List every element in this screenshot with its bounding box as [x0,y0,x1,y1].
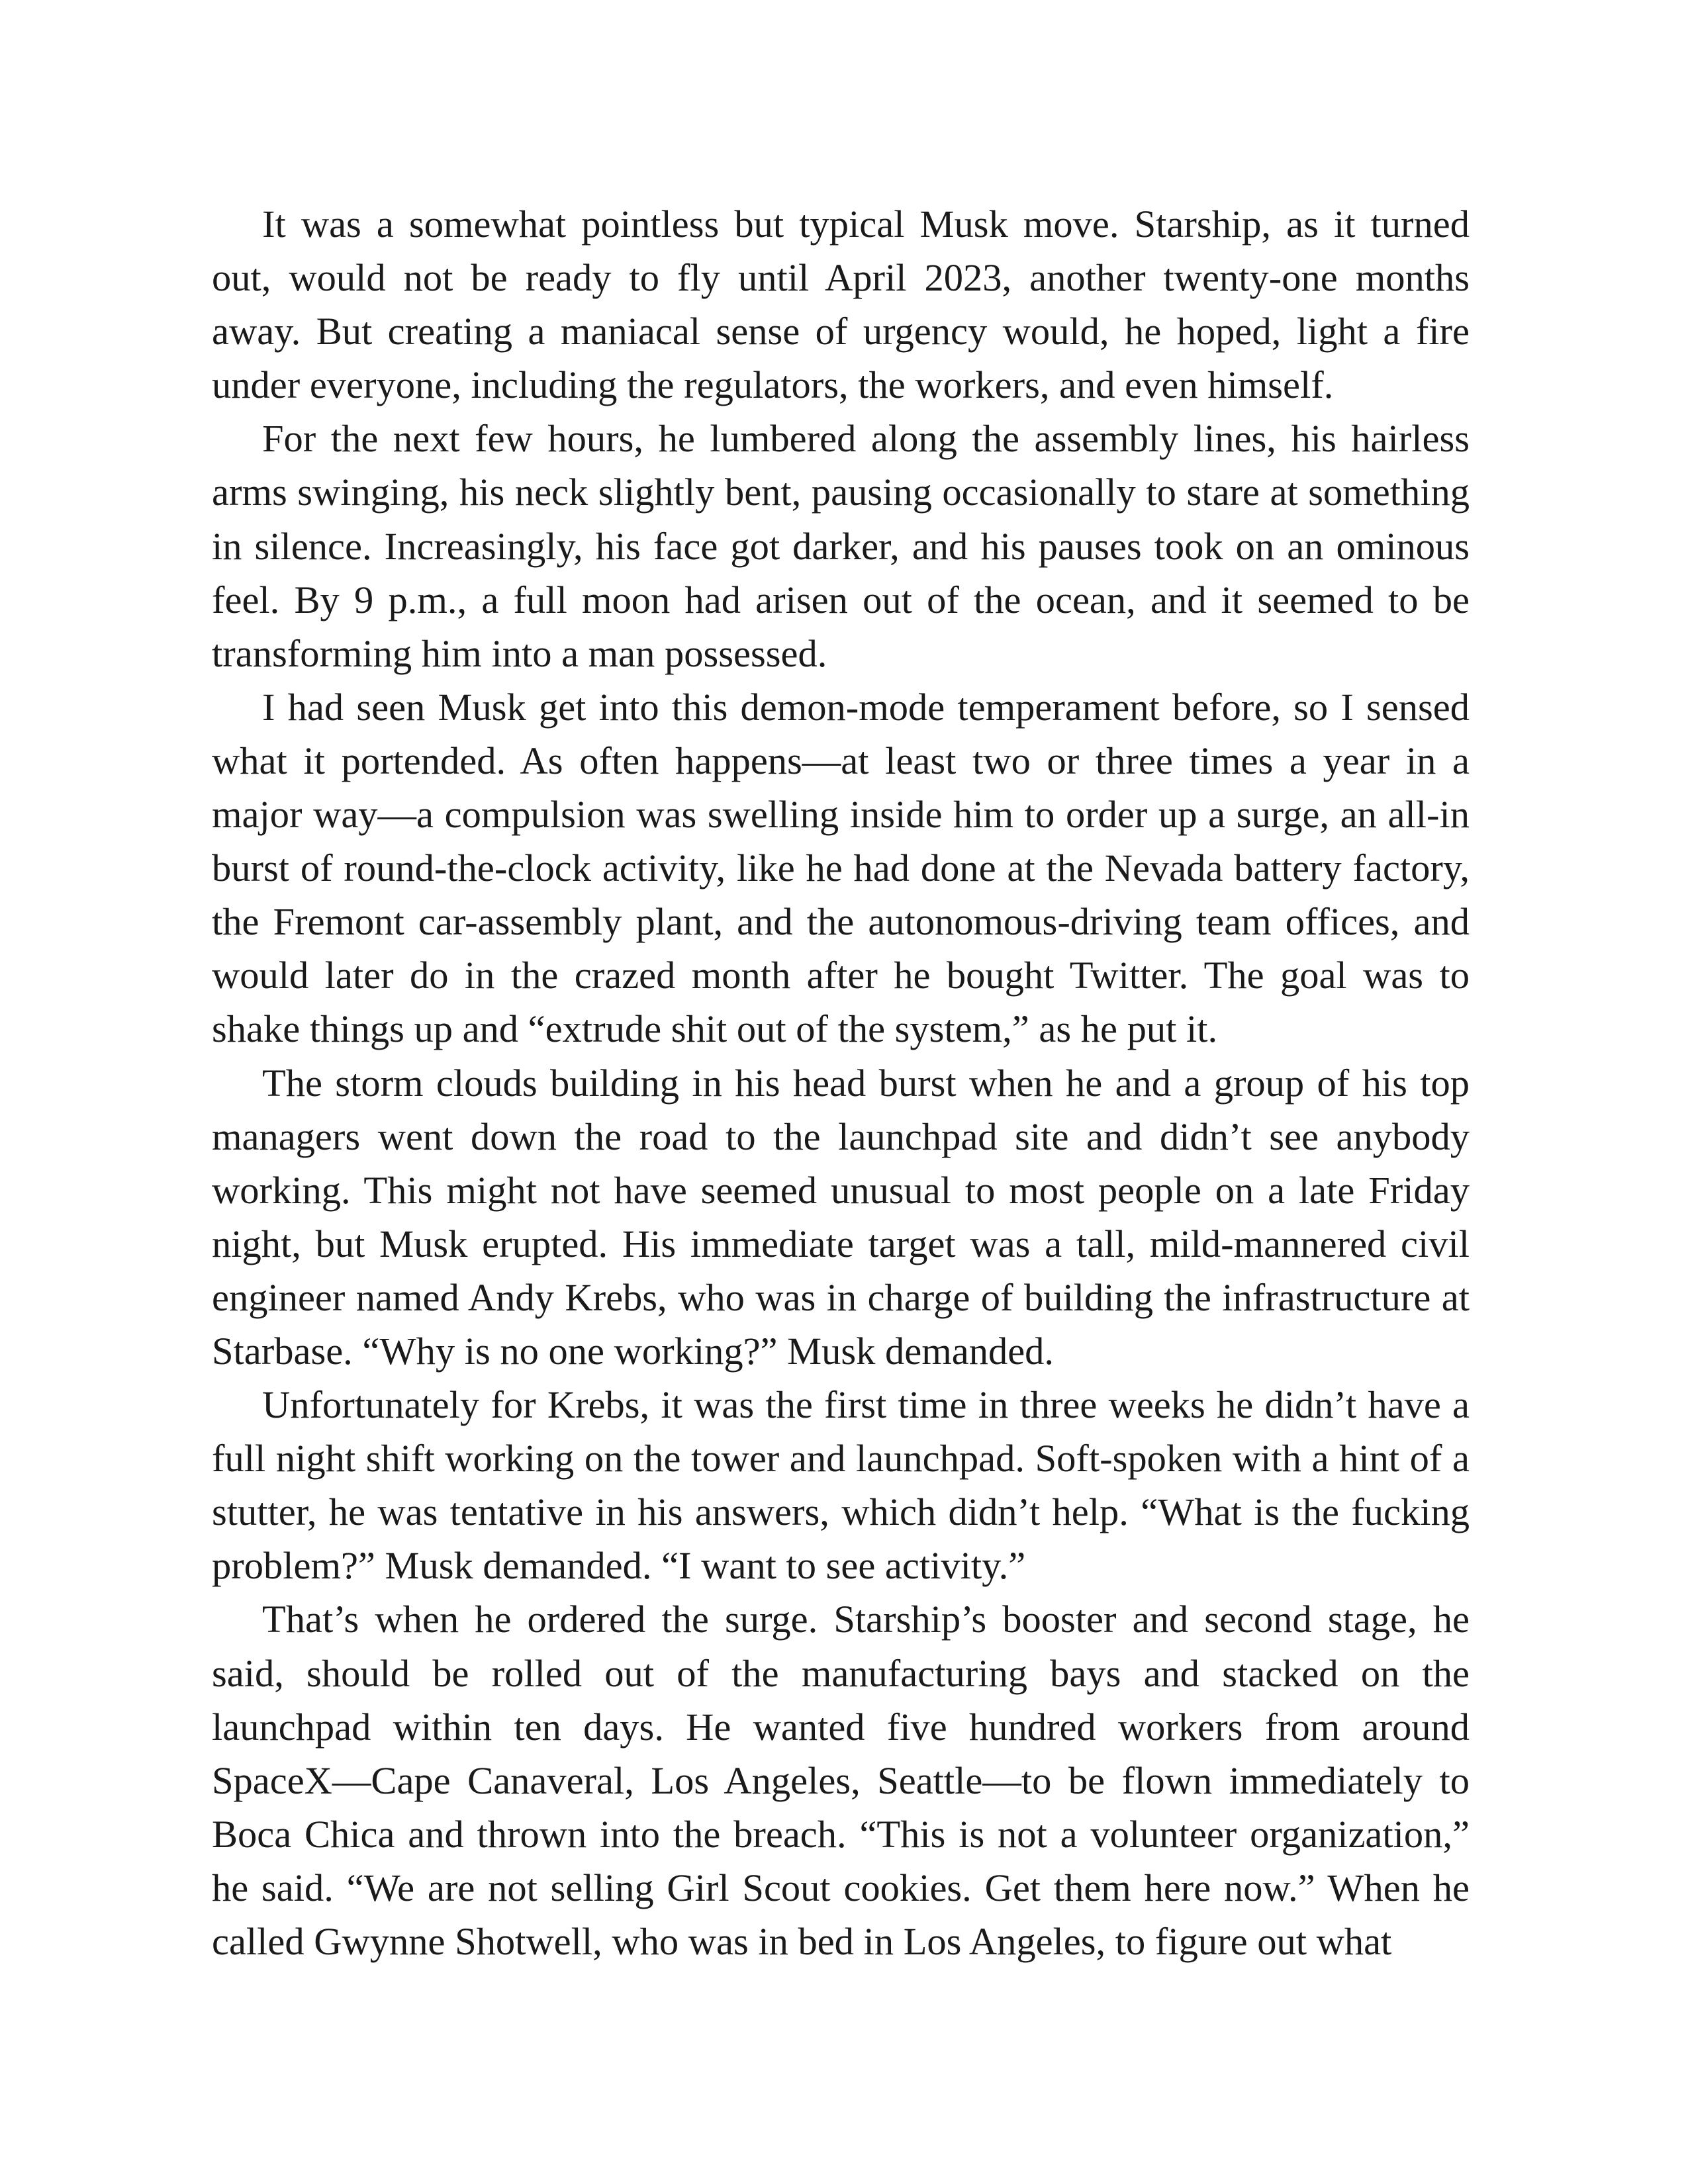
paragraph: For the next few hours, he lumbered along the assembly lines, his hairless arms swinging, his neck slightly bent, pausing occasionally to stare at something in silence. Increasingly, his face got darker, and his pauses took on an ominous feel. By 9 p.m., a full moon had arisen out of the ocean, and it seemed to be transforming him into a man possessed. [212,417,1470,675]
paragraph: The storm clouds building in his head burst when he and a group of his top managers went down the road to the launchpad site and didn’t see anybody working. This might not have seemed unusual to most people on a late Friday night, but Musk erupted. His immediate target was a tall, mild-mannered civil engineer named Andy Krebs, who was in charge of building the infrastructure at Starbase. “Why is no one working?” Musk demanded. [212,1061,1470,1373]
paragraph: Unfortunately for Krebs, it was the first time in three weeks he didn’t have a full night shift working on the tower and launchpad. Soft-spoken with a hint of a stutter, he was tentative in his answers, which didn’t help. “What is the fucking problem?” Musk demanded. “I want to see activity.” [212,1383,1470,1588]
body-text [212,197,1470,1968]
paragraph: That’s when he ordered the surge. Starship’s booster and second stage, he said, should be rolled out of the manufacturing bays and stacked on the launchpad within ten days. He wanted five hundred workers from around SpaceX—Cape Canaveral, Los Angeles, Seattle—to be flown immediately to Boca Chica and thrown into the breach. “This is not a volunteer organization,” he said. “We are not selling Girl Scout cookies. Get them here now.” When he called Gwynne Shotwell, who was in bed in Los Angeles, to figure out what [212,1598,1470,1963]
paragraph: It was a somewhat pointless but typical Musk move. Starship, as it turned out, would not be ready to fly until April 2023, another twenty-one months away. But creating a maniacal sense of urgency would, he hoped, light a fire under everyone, including the regulators, the workers, and even himself. [212,203,1470,407]
paragraph: I had seen Musk get into this demon-mode temperament before, so I sensed what it portended. As often happens—at least two or three times a year in a major way—a compulsion was swelling inside him to order up a surge, an all-in burst of round-the-clock activity, like he had done at the Nevada battery factory, the Fremont car-assembly plant, and the autonomous-driving team offices, and would later do in the crazed month after he bought Twitter. The goal was to shake things up and “extrude shit out of the system,” as he put it. [212,685,1470,1051]
